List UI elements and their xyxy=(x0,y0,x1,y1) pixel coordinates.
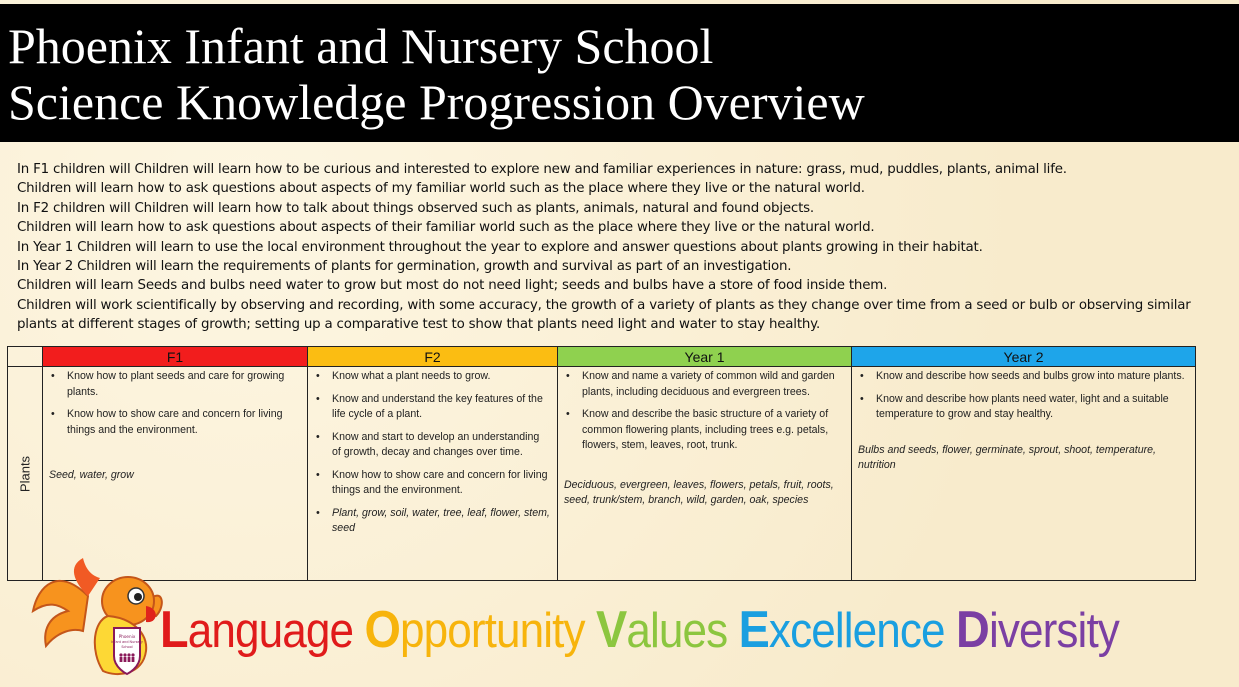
list-item: • Know how to plant seeds and care for growing plants. xyxy=(49,369,301,400)
table-row xyxy=(8,367,1196,581)
list-item: • Know how to show care and concern for living things and the environment. xyxy=(314,468,551,499)
school-name: Phoenix Infant and Nursery School xyxy=(8,18,714,74)
intro-line: In F1 children will Children will learn how to be curious and interested to explore new and familiar experiences in nature: grass, mud, puddles, plants, animal life. xyxy=(17,162,1067,177)
list-item: • Know what a plant needs to grow. xyxy=(314,369,551,385)
corner-cell xyxy=(8,347,43,367)
column-header-f1: F1 xyxy=(43,347,308,367)
list-item: • Know and understand the key features of the life cycle of a plant. xyxy=(314,392,551,423)
list-item: • Know and describe how plants need water, light and a suitable temperature to grow and stay healthy. xyxy=(858,392,1189,423)
logo-text: Phoenix xyxy=(118,634,136,639)
motto-word-language: Language xyxy=(160,601,354,659)
motto-word-opportunity: Opportunity xyxy=(364,601,585,659)
cell-f1 xyxy=(43,367,308,581)
intro-line: In F2 children will Children will learn how to talk about things observed such as plants, animals, natural and found objects. xyxy=(17,200,814,216)
list-item: • Know and describe the basic structure of a variety of common flowering plants, including trees e.g. petals, flowers, stem, leaves, root, trunk. xyxy=(564,407,845,454)
list-item: • Know and describe how seeds and bulbs grow into mature plants. xyxy=(858,369,1189,385)
cell-f2 xyxy=(308,367,558,581)
table-header-row xyxy=(8,347,1196,367)
page-title: Science Knowledge Progression Overview xyxy=(8,74,865,130)
row-label-cell xyxy=(8,367,43,581)
column-header-year1: Year 1 xyxy=(558,347,852,367)
logo-text: School xyxy=(121,645,133,649)
list-item-vocabulary: • Plant, grow, soil, water, tree, leaf, flower, stem, seed xyxy=(314,506,551,537)
vocabulary: Seed, water, grow xyxy=(49,469,134,481)
school-motto xyxy=(160,600,1119,661)
cell-year1 xyxy=(558,367,852,581)
column-header-f2: F2 xyxy=(308,347,558,367)
vocabulary: Bulbs and seeds, flower, germinate, sprout, shoot, temperature, nutrition xyxy=(858,443,1156,471)
progression-table xyxy=(7,346,1196,581)
column-header-year2: Year 2 xyxy=(852,347,1196,367)
logo-text: Infant and Nursery xyxy=(111,640,143,644)
vocabulary: Deciduous, evergreen, leaves, flowers, petals, fruit, roots, seed, trunk/stem, branch, wild, garden, oak, species xyxy=(564,478,834,506)
intro-line: Children will learn how to ask questions about aspects of their familiar world such as the place where they live or the natural world. xyxy=(17,220,875,236)
list-item: • Know and start to develop an understanding of growth, decay and changes over time. xyxy=(314,430,551,461)
row-label: Plants xyxy=(17,455,33,492)
phoenix-logo xyxy=(28,556,168,686)
title-banner xyxy=(0,4,1239,142)
intro-text xyxy=(17,160,1232,335)
list-item: • Know how to show care and concern for living things and the environment. xyxy=(49,407,301,438)
intro-line: Children will work scientifically by observing and recording, with some accuracy, the growth of a variety of plants as they change over time from a seed or bulb or observing similar plants at different stages of growth; setting up a comparative test to show that plants need light and water to stay healthy. xyxy=(17,297,1191,333)
motto-word-diversity: Diversity xyxy=(956,601,1119,659)
motto-word-values: Values xyxy=(595,601,728,659)
intro-line: Children will learn Seeds and bulbs need water to grow but most do not need light; seeds and bulbs have a store of food inside them. xyxy=(17,278,888,294)
intro-line: Children will learn how to ask questions about aspects of my familiar world such as the place where they live or the natural world. xyxy=(17,181,865,197)
cell-year2 xyxy=(852,367,1196,581)
intro-line: In Year 2 Children will learn the requirements of plants for germination, growth and survival as part of an investigation. xyxy=(17,259,792,275)
list-item: • Know and name a variety of common wild and garden plants, including deciduous and evergreen trees. xyxy=(564,369,845,400)
intro-line: In Year 1 Children will learn to use the local environment throughout the year to explore and answer questions about plants growing in their habitat. xyxy=(17,239,983,255)
motto-word-excellence: Excellence xyxy=(738,601,945,659)
